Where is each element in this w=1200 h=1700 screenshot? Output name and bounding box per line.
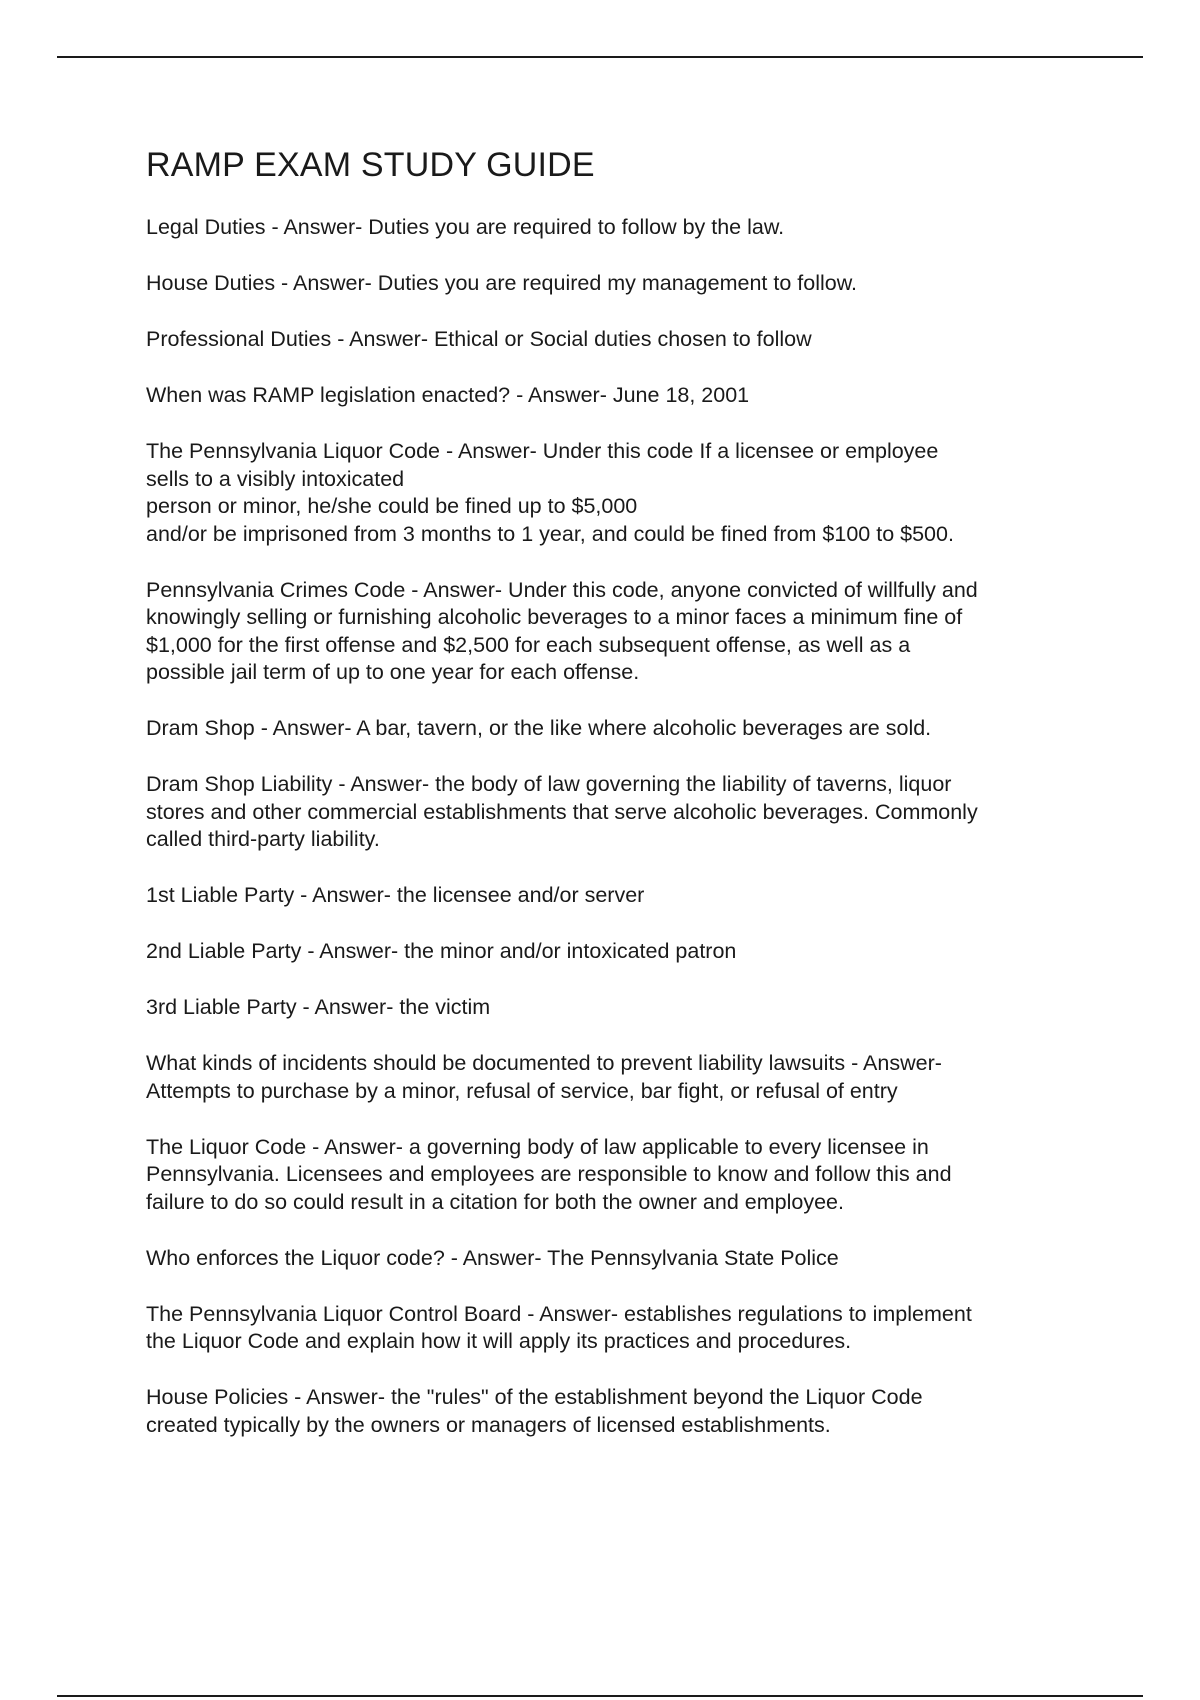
qa-entry-line: Attempts to purchase by a minor, refusal of service, bar fight, or refusal of entry (146, 1078, 898, 1103)
top-divider (57, 56, 1143, 58)
qa-entry (146, 994, 1096, 1022)
qa-entry-line: possible jail term of up to one year for each offense. (146, 660, 640, 684)
page-title: RAMP EXAM STUDY GUIDE (146, 146, 595, 184)
qa-entry (146, 715, 1096, 743)
qa-entry-line: House Policies - Answer- the "rules" of the establishment beyond the Liquor Code (146, 1385, 923, 1409)
qa-entry-line: sells to a visibly intoxicated (146, 466, 405, 491)
qa-entry-line: the Liquor Code and explain how it will apply its practices and procedures. (146, 1329, 852, 1353)
qa-list (146, 214, 1096, 1439)
qa-entry (146, 1134, 1096, 1217)
qa-entry-line: stores and other commercial establishments that serve alcoholic beverages. Commonly (146, 799, 978, 824)
qa-entry-line: House Duties - Answer- Duties you are required my management to follow. (146, 271, 858, 295)
qa-entry-line: created typically by the owners or managers of licensed establishments. (146, 1412, 831, 1437)
qa-entry-line: Pennsylvania. Licensees and employees are responsible to know and follow this and (146, 1162, 952, 1186)
qa-entry-line: 3rd Liable Party - Answer- the victim (146, 995, 491, 1019)
qa-entry (146, 382, 1096, 410)
qa-entry-line: What kinds of incidents should be documented to prevent liability lawsuits - Answer- (146, 1051, 942, 1075)
qa-entry-line: Pennsylvania Crimes Code - Answer- Under this code, anyone convicted of willfully and (146, 577, 978, 602)
qa-entry (146, 1050, 1096, 1105)
qa-entry (146, 326, 1096, 354)
qa-entry (146, 1301, 1096, 1356)
qa-entry-line: The Pennsylvania Liquor Control Board - Answer- establishes regulations to implement (146, 1301, 972, 1326)
qa-entry-line: Who enforces the Liquor code? - Answer- The Pennsylvania State Police (146, 1245, 839, 1270)
qa-entry-line: The Liquor Code - Answer- a governing body of law applicable to every licensee in (146, 1134, 929, 1159)
qa-entry-line: Dram Shop - Answer- A bar, tavern, or the like where alcoholic beverages are sold. (146, 716, 932, 740)
bottom-divider (57, 1695, 1143, 1697)
qa-entry-line: called third-party liability. (146, 827, 380, 851)
qa-entry (146, 214, 1096, 242)
qa-entry-line: 1st Liable Party - Answer- the licensee and/or server (146, 883, 645, 907)
qa-entry-line: person or minor, he/she could be fined up to $5,000 (146, 494, 638, 518)
qa-entry (146, 438, 1096, 548)
qa-entry-line: failure to do so could result in a citation for both the owner and employee. (146, 1189, 844, 1214)
qa-entry-line: Professional Duties - Answer- Ethical or Social duties chosen to follow (146, 327, 812, 351)
qa-entry (146, 270, 1096, 298)
qa-entry-line: When was RAMP legislation enacted? - Answer- June 18, 2001 (146, 383, 750, 407)
qa-entry (146, 1384, 1096, 1439)
qa-entry (146, 882, 1096, 910)
qa-entry-line: knowingly selling or furnishing alcoholic beverages to a minor faces a minimum fine of (146, 605, 963, 629)
document-body (146, 142, 1096, 1468)
qa-entry (146, 771, 1096, 854)
qa-entry-line: $1,000 for the first offense and $2,500 for each subsequent offense, as well as a (146, 632, 911, 657)
qa-entry-line: Dram Shop Liability - Answer- the body of law governing the liability of taverns, liquor (146, 772, 952, 796)
qa-entry-line: The Pennsylvania Liquor Code - Answer- Under this code If a licensee or employee (146, 439, 939, 463)
qa-entry-line: Legal Duties - Answer- Duties you are required to follow by the law. (146, 215, 785, 239)
qa-entry (146, 938, 1096, 966)
qa-entry (146, 1245, 1096, 1273)
qa-entry-line: and/or be imprisoned from 3 months to 1 year, and could be fined from $100 to $500. (146, 521, 954, 546)
qa-entry-line: 2nd Liable Party - Answer- the minor and/or intoxicated patron (146, 939, 737, 963)
qa-entry (146, 577, 1096, 687)
